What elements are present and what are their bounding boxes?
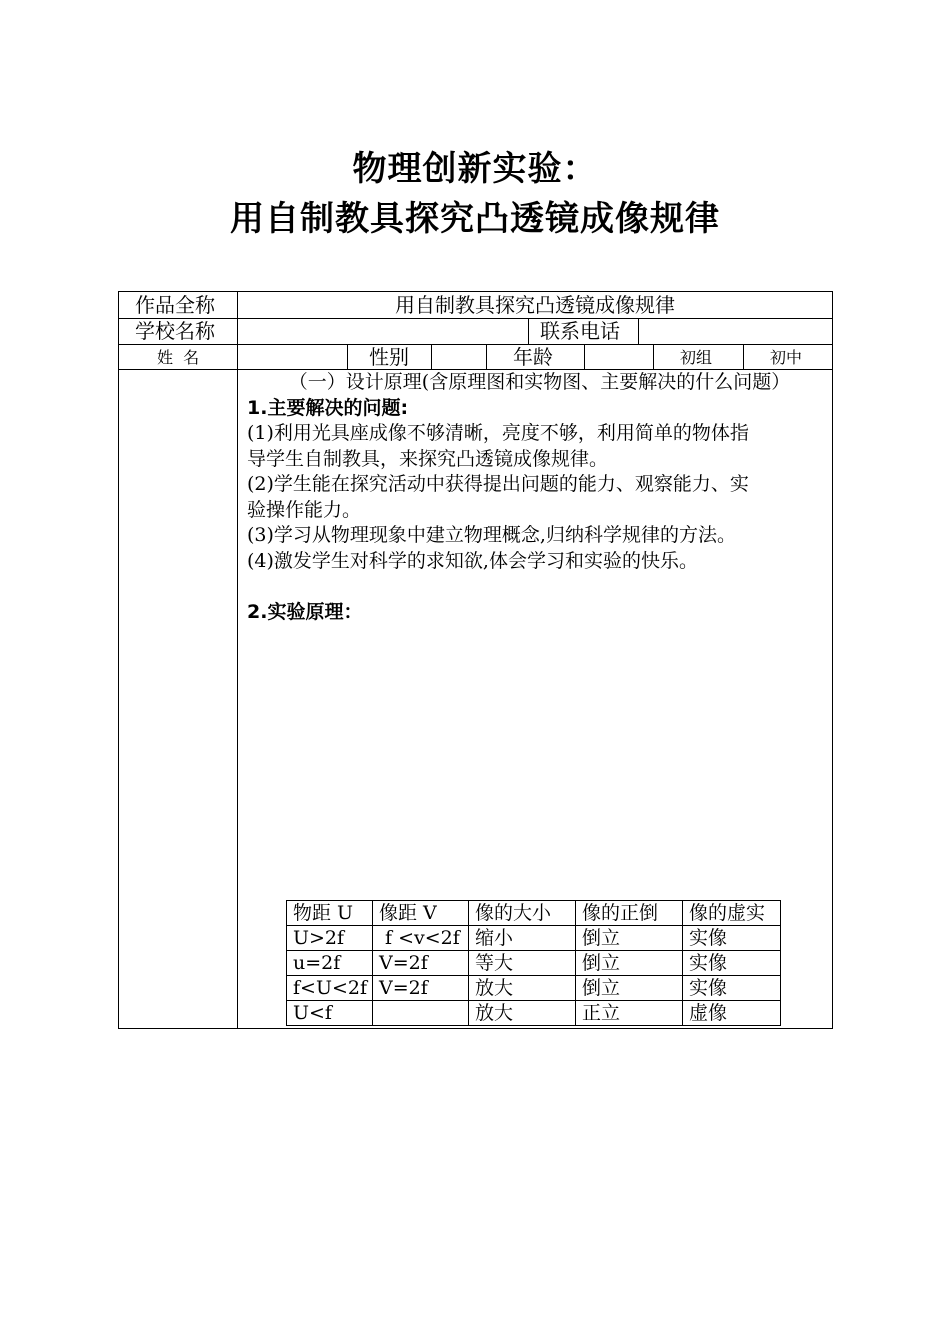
paragraph: (1)利用光具座成像不够清晰，亮度不够，利用简单的物体指 xyxy=(247,422,749,444)
table-cell: 缩小 xyxy=(469,926,576,951)
column-divider xyxy=(237,292,238,1028)
table-header-cell: 像的虚实 xyxy=(683,901,781,926)
table-cell: V=2f xyxy=(373,976,469,1001)
table-cell: U>2f xyxy=(287,926,373,951)
table-row xyxy=(287,976,781,1001)
table-row xyxy=(287,951,781,976)
table-cell: u=2f xyxy=(287,951,373,976)
table-cell: 倒立 xyxy=(576,976,683,1001)
table-row xyxy=(287,1001,781,1026)
gender-label: 性别 xyxy=(369,345,409,369)
table-header-cell: 像的正倒 xyxy=(576,901,683,926)
lens-imaging-table xyxy=(286,900,781,1026)
table-cell: 等大 xyxy=(469,951,576,976)
table-header-cell: 物距 U xyxy=(287,901,373,926)
table-cell: 放大 xyxy=(469,1001,576,1026)
table-cell: 正立 xyxy=(576,1001,683,1026)
table-cell: 虚像 xyxy=(683,1001,781,1026)
name-label: 姓 名 xyxy=(157,348,200,367)
work-name-value: 用自制教具探究凸透镜成像规律 xyxy=(395,293,675,317)
design-principle-content xyxy=(247,370,832,625)
section-heading: （一）设计原理(含原理图和实物图、主要解决的什么问题） xyxy=(288,371,791,393)
paragraph: 导学生自制教具，来探究凸透镜成像规律。 xyxy=(247,447,609,470)
table-row xyxy=(287,926,781,951)
table-cell: f <v<2f xyxy=(373,926,469,951)
row-divider xyxy=(119,318,832,319)
paragraph: 验操作能力。 xyxy=(247,498,362,521)
paragraph: (2)学生能在探究活动中获得提出问题的能力、观察能力、实 xyxy=(247,473,749,495)
application-form xyxy=(118,291,833,1029)
group-value: 初中 xyxy=(770,348,803,367)
table-cell: f<U<2f xyxy=(287,976,373,1001)
column-divider xyxy=(431,344,432,369)
table-cell: U<f xyxy=(287,1001,373,1026)
row-divider xyxy=(119,344,832,345)
age-label: 年龄 xyxy=(513,345,553,369)
group-label: 初组 xyxy=(680,348,713,367)
phone-label: 联系电话 xyxy=(540,319,620,343)
table-cell: 倒立 xyxy=(576,951,683,976)
column-divider xyxy=(584,344,585,369)
document-title-line-2: 用自制教具探究凸透镜成像规律 xyxy=(230,199,720,239)
table-cell: 实像 xyxy=(683,951,781,976)
table-cell: 实像 xyxy=(683,976,781,1001)
column-divider xyxy=(638,318,639,344)
subheading-problems: 1.主要解决的问题: xyxy=(247,396,409,419)
column-divider xyxy=(653,344,654,369)
work-name-label: 作品全称 xyxy=(135,293,215,317)
column-divider xyxy=(528,318,529,344)
table-cell: 倒立 xyxy=(576,926,683,951)
school-name-label: 学校名称 xyxy=(135,319,215,343)
column-divider xyxy=(743,344,744,369)
table-cell: 实像 xyxy=(683,926,781,951)
document-title-line-1: 物理创新实验： xyxy=(352,149,598,189)
table-header-cell: 像距 V xyxy=(373,901,469,926)
table-cell: V=2f xyxy=(373,951,469,976)
subheading-principle: 2.实验原理： xyxy=(247,600,363,623)
table-cell: 放大 xyxy=(469,976,576,1001)
column-divider xyxy=(486,344,487,369)
table-cell xyxy=(373,1001,469,1026)
paragraph: (4)激发学生对科学的求知欲,体会学习和实验的快乐。 xyxy=(247,549,698,572)
table-header-row xyxy=(287,901,781,926)
paragraph: (3)学习从物理现象中建立物理概念,归纳科学规律的方法。 xyxy=(247,524,736,546)
table-header-cell: 像的大小 xyxy=(469,901,576,926)
column-divider xyxy=(347,344,348,369)
